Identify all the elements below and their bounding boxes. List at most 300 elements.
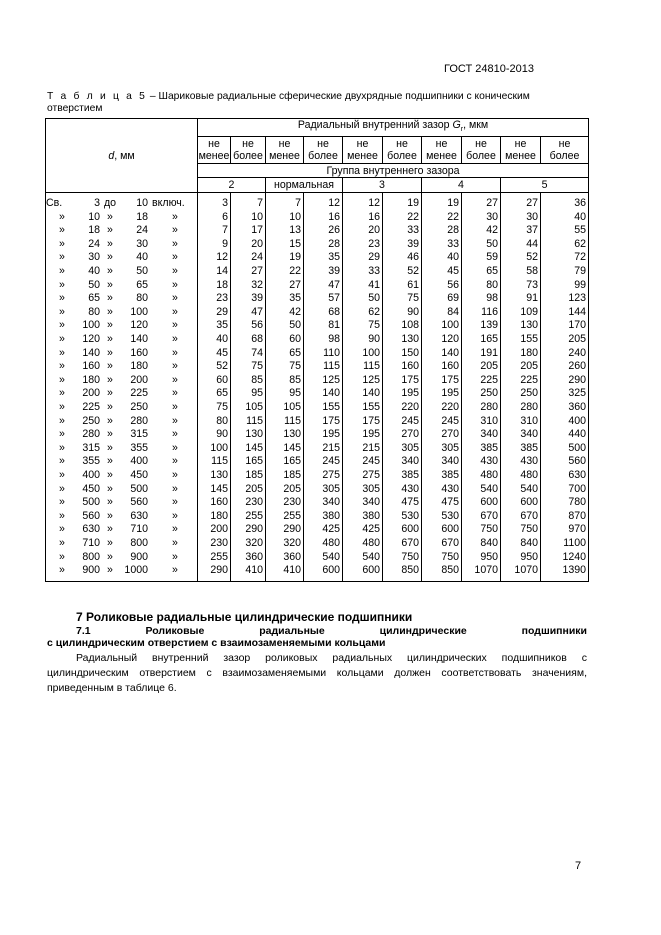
- clearance-value: 255: [231, 510, 266, 524]
- clearance-value: 225: [501, 374, 541, 388]
- clearance-value: 62: [343, 306, 383, 320]
- header-min-0: не менее: [198, 137, 230, 163]
- clearance-value: 600: [343, 564, 383, 581]
- clearance-value: 47: [304, 279, 343, 293]
- d-range-cell: » 65 » 80 »: [46, 292, 198, 306]
- clearance-value: 36: [541, 193, 589, 211]
- clearance-value: 52: [383, 265, 422, 279]
- d-range-cell: » 180 » 200 »: [46, 374, 198, 388]
- clearance-value: 84: [422, 306, 462, 320]
- clearance-value: 35: [304, 251, 343, 265]
- clearance-value: 65: [198, 387, 231, 401]
- clearance-value: 41: [343, 279, 383, 293]
- subsection-heading: [47, 625, 587, 649]
- clearance-value: 385: [501, 442, 541, 456]
- clearance-value: 19: [266, 251, 304, 265]
- table-row: [46, 415, 589, 429]
- clearance-value: 44: [501, 238, 541, 252]
- clearance-value: 115: [231, 415, 266, 429]
- table-row: [46, 279, 589, 293]
- clearance-value: 18: [198, 279, 231, 293]
- clearance-value: 305: [304, 483, 343, 497]
- clearance-value: 160: [383, 360, 422, 374]
- clearance-value: 29: [198, 306, 231, 320]
- clearance-value: 130: [231, 428, 266, 442]
- clearance-value: 480: [343, 537, 383, 551]
- clearance-value: 150: [383, 347, 422, 361]
- clearance-value: 90: [343, 333, 383, 347]
- clearance-value: 45: [422, 265, 462, 279]
- clearance-value: 155: [343, 401, 383, 415]
- clearance-value: 340: [383, 455, 422, 469]
- clearance-value: 155: [304, 401, 343, 415]
- clearance-value: 245: [383, 415, 422, 429]
- clearance-value: 870: [541, 510, 589, 524]
- table-row: [46, 374, 589, 388]
- clearance-value: 220: [422, 401, 462, 415]
- clearance-value: 195: [422, 387, 462, 401]
- d-range-cell: » 140 » 160 »: [46, 347, 198, 361]
- clearance-value: 205: [541, 333, 589, 347]
- clearance-value: 1100: [541, 537, 589, 551]
- clearance-value: 305: [343, 483, 383, 497]
- d-range-cell: » 900 » 1000 »: [46, 564, 198, 581]
- clearance-value: 195: [343, 428, 383, 442]
- clearance-value: 670: [501, 510, 541, 524]
- d-range-cell: » 40 » 50 »: [46, 265, 198, 279]
- clearance-value: 970: [541, 523, 589, 537]
- table-caption: [47, 91, 587, 114]
- clearance-value: 50: [343, 292, 383, 306]
- clearance-value: 850: [383, 564, 422, 581]
- clearance-value: 27: [231, 265, 266, 279]
- clearance-value: 75: [343, 319, 383, 333]
- clearance-value: 115: [304, 360, 343, 374]
- clearance-value: 380: [304, 510, 343, 524]
- clearance-value: 360: [231, 551, 266, 565]
- clearance-value: 98: [304, 333, 343, 347]
- clearance-value: 17: [231, 224, 266, 238]
- clearance-value: 55: [541, 224, 589, 238]
- clearance-value: 108: [383, 319, 422, 333]
- clearance-value: 180: [198, 510, 231, 524]
- clearance-value: 310: [462, 415, 501, 429]
- table-row: [46, 306, 589, 320]
- clearance-value: 540: [462, 483, 501, 497]
- clearance-value: 225: [462, 374, 501, 388]
- clearance-value: 123: [541, 292, 589, 306]
- clearance-value: 340: [501, 428, 541, 442]
- clearance-value: 290: [541, 374, 589, 388]
- clearance-value: 79: [541, 265, 589, 279]
- clearance-value: 56: [422, 279, 462, 293]
- clearance-value: 85: [231, 374, 266, 388]
- clearance-value: 160: [198, 496, 231, 510]
- clearance-value: 130: [266, 428, 304, 442]
- clearance-value: 230: [266, 496, 304, 510]
- clearance-value: 9: [198, 238, 231, 252]
- table-row: [46, 265, 589, 279]
- table-row: [46, 537, 589, 551]
- d-range-cell: » 18 » 24 »: [46, 224, 198, 238]
- clearance-value: 175: [422, 374, 462, 388]
- clearance-value: 23: [198, 292, 231, 306]
- table-row: [46, 510, 589, 524]
- clearance-value: 280: [462, 401, 501, 415]
- clearance-value: 145: [198, 483, 231, 497]
- clearance-value: 98: [462, 292, 501, 306]
- clearance-value: 95: [231, 387, 266, 401]
- clearance-value: 540: [343, 551, 383, 565]
- clearance-value: 205: [501, 360, 541, 374]
- clearance-value: 140: [422, 347, 462, 361]
- clearance-value: 290: [198, 564, 231, 581]
- d-range-cell: » 160 » 180 »: [46, 360, 198, 374]
- clearance-value: 33: [383, 224, 422, 238]
- clearance-value: 105: [266, 401, 304, 415]
- section-paragraph: Радиальный внутренний зазор роликовых радиальных цилиндрических подшипников с цилиндрическим отверстием с взаимозаменяемыми кольцами должен соответствовать значениям, приведенным в таблице 6.: [47, 652, 587, 694]
- subsection-heading-line1: [47, 625, 587, 637]
- clearance-value: 340: [304, 496, 343, 510]
- clearance-value: 109: [501, 306, 541, 320]
- clearance-value: 33: [343, 265, 383, 279]
- clearance-value: 10: [231, 211, 266, 225]
- clearance-value: 75: [231, 360, 266, 374]
- d-range-cell: » 800 » 900 »: [46, 551, 198, 565]
- table-row: [46, 387, 589, 401]
- clearance-value: 99: [541, 279, 589, 293]
- clearance-value: 840: [462, 537, 501, 551]
- clearance-value: 195: [304, 428, 343, 442]
- group-header: Группа внутреннего зазора: [198, 164, 589, 178]
- clearance-value: 670: [422, 537, 462, 551]
- clearance-value: 6: [198, 211, 231, 225]
- table-row: [46, 211, 589, 225]
- clearance-value: 39: [383, 238, 422, 252]
- clearance-value: 35: [266, 292, 304, 306]
- clearance-value: 50: [462, 238, 501, 252]
- clearance-value: 75: [198, 401, 231, 415]
- clearance-value: 670: [383, 537, 422, 551]
- clearance-value: 1240: [541, 551, 589, 565]
- d-range-cell: » 315 » 355 »: [46, 442, 198, 456]
- d-range-cell: » 24 » 30 »: [46, 238, 198, 252]
- clearance-value: 115: [198, 455, 231, 469]
- header-max-1: не более: [304, 137, 343, 164]
- clearance-value: 14: [198, 265, 231, 279]
- clearance-value: 480: [501, 469, 541, 483]
- clearance-value: 205: [462, 360, 501, 374]
- clearance-value: 600: [422, 523, 462, 537]
- clearance-value: 30: [462, 211, 501, 225]
- clearance-value: 85: [266, 374, 304, 388]
- clearance-value: 360: [266, 551, 304, 565]
- d-range-cell: » 10 » 18 »: [46, 211, 198, 225]
- clearance-value: 56: [231, 319, 266, 333]
- clearance-value: 950: [501, 551, 541, 565]
- table-row: [46, 564, 589, 581]
- clearance-value: 600: [383, 523, 422, 537]
- clearance-value: 270: [383, 428, 422, 442]
- table-row: [46, 401, 589, 415]
- d-range-cell: » 630 » 710 »: [46, 523, 198, 537]
- clearance-value: 255: [266, 510, 304, 524]
- clearance-value: 80: [198, 415, 231, 429]
- d-range-cell: » 100 » 120 »: [46, 319, 198, 333]
- clearance-value: 28: [304, 238, 343, 252]
- header-min-4: не менее: [501, 137, 541, 164]
- table-row: [46, 360, 589, 374]
- clearance-value: 33: [422, 238, 462, 252]
- clearance-value: 360: [541, 401, 589, 415]
- clearance-value: 310: [501, 415, 541, 429]
- clearance-value: 430: [501, 455, 541, 469]
- d-range-cell: » 280 » 315 »: [46, 428, 198, 442]
- clearance-value: 175: [343, 415, 383, 429]
- clearance-value: 74: [231, 347, 266, 361]
- clearance-value: 52: [198, 360, 231, 374]
- clearance-value: 120: [422, 333, 462, 347]
- clearance-value: 290: [266, 523, 304, 537]
- group-1: нормальная: [266, 178, 343, 193]
- table-row: [46, 469, 589, 483]
- clearance-value: 540: [304, 551, 343, 565]
- clearance-value: 245: [422, 415, 462, 429]
- document-code: ГОСТ 24810-2013: [444, 63, 534, 75]
- table-row: [46, 251, 589, 265]
- clearance-value: 80: [462, 279, 501, 293]
- clearance-value: 430: [462, 455, 501, 469]
- clearance-value: 28: [422, 224, 462, 238]
- clearance-value: 27: [501, 193, 541, 211]
- clearance-value: 50: [266, 319, 304, 333]
- table-row: [46, 428, 589, 442]
- clearance-value: 700: [541, 483, 589, 497]
- clearance-value: 630: [541, 469, 589, 483]
- clearance-value: 68: [304, 306, 343, 320]
- clearance-value: 75: [383, 292, 422, 306]
- clearance-value: 35: [198, 319, 231, 333]
- clearance-value: 23: [343, 238, 383, 252]
- clearance-value: 57: [304, 292, 343, 306]
- clearance-value: 60: [266, 333, 304, 347]
- clearance-value: 16: [304, 211, 343, 225]
- clearance-value: 130: [383, 333, 422, 347]
- clearance-value: 950: [462, 551, 501, 565]
- clearance-value: 600: [304, 564, 343, 581]
- clearance-value: 270: [422, 428, 462, 442]
- clearance-value: 255: [198, 551, 231, 565]
- clearance-value: 15: [266, 238, 304, 252]
- clearance-value: 195: [383, 387, 422, 401]
- clearance-value: 340: [462, 428, 501, 442]
- clearance-value: 205: [231, 483, 266, 497]
- table-caption-text: – Шариковые радиальные сферические двухрядные подшипники с коническим отверстием: [47, 91, 530, 114]
- d-range-cell: » 400 » 450 »: [46, 469, 198, 483]
- clearance-value: 100: [198, 442, 231, 456]
- clearance-value: 52: [501, 251, 541, 265]
- clearance-value: 670: [462, 510, 501, 524]
- clearance-value: 430: [422, 483, 462, 497]
- table-row: [46, 496, 589, 510]
- table-row: [46, 483, 589, 497]
- clearance-value: 205: [266, 483, 304, 497]
- clearance-value: 750: [422, 551, 462, 565]
- group-3: 4: [422, 178, 501, 193]
- clearance-value: 46: [383, 251, 422, 265]
- clearance-value: 145: [266, 442, 304, 456]
- group-0: 2: [198, 178, 266, 193]
- clearance-value: 480: [304, 537, 343, 551]
- clearance-value: 140: [343, 387, 383, 401]
- clearance-value: 290: [231, 523, 266, 537]
- subsection-heading-line2: с цилиндрическим отверстием с взаимозаменяемыми кольцами: [47, 637, 386, 649]
- clearance-value: 37: [501, 224, 541, 238]
- clearance-value: 320: [231, 537, 266, 551]
- clearance-value: 42: [266, 306, 304, 320]
- clearance-value: 750: [383, 551, 422, 565]
- clearance-value: 65: [266, 347, 304, 361]
- clearance-value: 58: [501, 265, 541, 279]
- clearance-value: 20: [343, 224, 383, 238]
- clearance-value: 105: [231, 401, 266, 415]
- clearance-value: 81: [304, 319, 343, 333]
- clearance-value: 145: [231, 442, 266, 456]
- clearance-value: 410: [231, 564, 266, 581]
- clearance-value: 325: [541, 387, 589, 401]
- table-row: [46, 193, 589, 211]
- clearance-value: 130: [198, 469, 231, 483]
- clearance-value: 125: [304, 374, 343, 388]
- clearance-value: 19: [422, 193, 462, 211]
- clearance-value: 62: [541, 238, 589, 252]
- clearance-value: 27: [462, 193, 501, 211]
- clearance-value: 200: [198, 523, 231, 537]
- subsection-word: подшипники: [521, 625, 587, 637]
- clearance-value: 75: [266, 360, 304, 374]
- clearance-value: 22: [383, 211, 422, 225]
- clearance-table: [45, 118, 589, 582]
- clearance-value: 26: [304, 224, 343, 238]
- clearance-value: 61: [383, 279, 422, 293]
- section-title: 7 Роликовые радиальные цилиндрические подшипники: [76, 610, 413, 624]
- clearance-value: 385: [462, 442, 501, 456]
- header-min-3: не менее: [422, 137, 462, 164]
- clearance-value: 45: [198, 347, 231, 361]
- clearance-value: 750: [501, 523, 541, 537]
- clearance-value: 12: [304, 193, 343, 211]
- table-body: [46, 193, 589, 582]
- table-row: [46, 292, 589, 306]
- clearance-value: 29: [343, 251, 383, 265]
- d-column-header: d, мм: [46, 119, 198, 193]
- clearance-value: 385: [422, 469, 462, 483]
- clearance-value: 185: [231, 469, 266, 483]
- d-range-cell: » 120 » 140 »: [46, 333, 198, 347]
- clearance-value: 175: [304, 415, 343, 429]
- clearance-value: 240: [541, 347, 589, 361]
- subsection-word: радиальные: [259, 625, 325, 637]
- clearance-value: 750: [462, 523, 501, 537]
- clearance-value: 500: [541, 442, 589, 456]
- clearance-value: 7: [231, 193, 266, 211]
- clearance-value: 1070: [462, 564, 501, 581]
- clearance-value: 39: [304, 265, 343, 279]
- clearance-value: 90: [383, 306, 422, 320]
- header-max-2: не более: [383, 137, 422, 164]
- clearance-value: 27: [266, 279, 304, 293]
- clearance-value: 250: [501, 387, 541, 401]
- clearance-value: 440: [541, 428, 589, 442]
- clearance-value: 60: [198, 374, 231, 388]
- clearance-value: 185: [266, 469, 304, 483]
- clearance-value: 39: [231, 292, 266, 306]
- clearance-value: 16: [343, 211, 383, 225]
- clearance-value: 400: [541, 415, 589, 429]
- clearance-value: 600: [462, 496, 501, 510]
- clearance-value: 180: [501, 347, 541, 361]
- clearance-value: 1070: [501, 564, 541, 581]
- clearance-value: 425: [304, 523, 343, 537]
- table-row: [46, 224, 589, 238]
- clearance-value: 191: [462, 347, 501, 361]
- clearance-value: 13: [266, 224, 304, 238]
- clearance-value: 110: [304, 347, 343, 361]
- clearance-value: 385: [383, 469, 422, 483]
- header-min-1: не менее: [266, 137, 304, 164]
- clearance-value: 20: [231, 238, 266, 252]
- clearance-value: 125: [343, 374, 383, 388]
- clearance-value: 275: [343, 469, 383, 483]
- clearance-value: 72: [541, 251, 589, 265]
- clearance-value: 165: [231, 455, 266, 469]
- clearance-value: 12: [343, 193, 383, 211]
- table-row: [46, 333, 589, 347]
- d-range-cell: Св. 3 до 10 включ.: [46, 193, 198, 211]
- table-row: [46, 319, 589, 333]
- d-range-cell: » 450 » 500 »: [46, 483, 198, 497]
- d-range-cell: » 30 » 40 »: [46, 251, 198, 265]
- clearance-value: 47: [231, 306, 266, 320]
- clearance-value: 1390: [541, 564, 589, 581]
- clearance-value: 32: [231, 279, 266, 293]
- clearance-value: 3: [198, 193, 231, 211]
- clearance-value: 95: [266, 387, 304, 401]
- clearance-value: 600: [501, 496, 541, 510]
- table-caption-label: Т а б л и ц а 5: [47, 91, 148, 102]
- clearance-value: 305: [383, 442, 422, 456]
- clearance-value: 140: [304, 387, 343, 401]
- clearance-value: 530: [422, 510, 462, 524]
- clearance-value: 340: [343, 496, 383, 510]
- clearance-value: 59: [462, 251, 501, 265]
- d-range-cell: » 50 » 65 »: [46, 279, 198, 293]
- d-range-cell: » 560 » 630 »: [46, 510, 198, 524]
- header-max-4: не более: [541, 137, 589, 164]
- clearance-value: 40: [541, 211, 589, 225]
- clearance-value: 245: [304, 455, 343, 469]
- clearance-value: 73: [501, 279, 541, 293]
- clearance-value: 215: [304, 442, 343, 456]
- subsection-word: Роликовые: [145, 625, 205, 637]
- clearance-value: 340: [422, 455, 462, 469]
- header-min-2: не менее: [343, 137, 383, 164]
- group-2: 3: [343, 178, 422, 193]
- clearance-value: 175: [383, 374, 422, 388]
- group-4: 5: [501, 178, 589, 193]
- page-number: 7: [575, 860, 582, 872]
- clearance-value: 91: [501, 292, 541, 306]
